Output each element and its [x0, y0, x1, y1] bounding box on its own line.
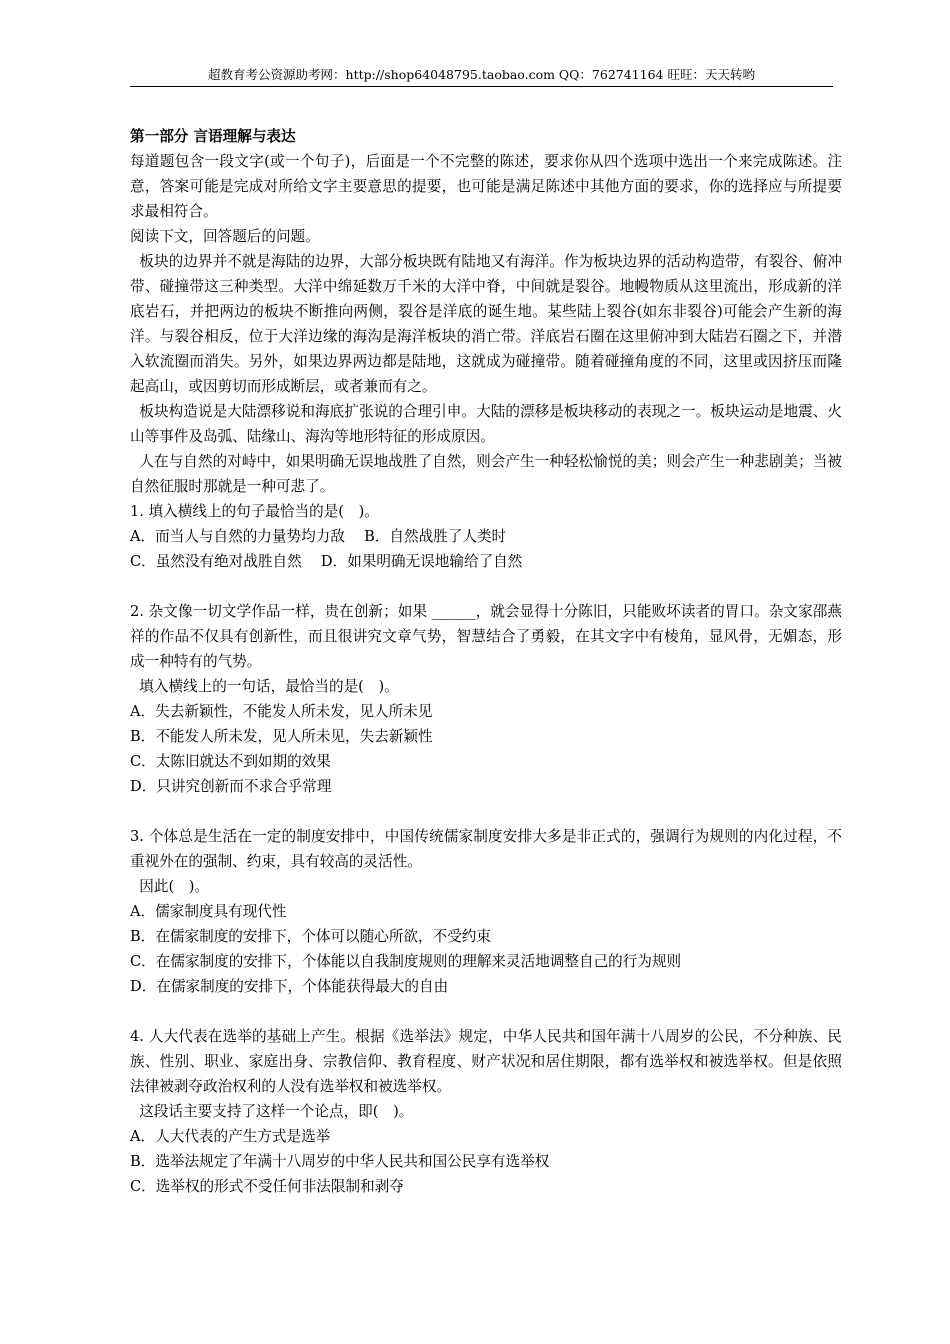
spacer	[130, 574, 842, 599]
passage-1: 板块的边界并不就是海陆的边界，大部分板块既有陆地又有海洋。作为板块边界的活动构造带，有裂谷、俯冲带、碰撞带这三种类型。大洋中绵延数万千米的大洋中脊，中间就是裂谷。地幔物质从这里流出，形成新的洋底岩石，并把两边的板块不断推向两侧，裂谷是洋底的诞生地。某些陆上裂谷(如东非裂谷)可能会产生新的海洋。与裂谷相反，位于大洋边缘的海沟是海洋板块的消亡带。洋底岩石圈在这里俯冲到大陆岩石圈之下，并潜入软流圈而消失。另外，如果边界两边都是陆地，这就成为碰撞带。随着碰撞角度的不同，这里或因挤压而隆起高山，或因剪切而形成断层，或者兼而有之。	[130, 253, 842, 395]
question-2-option: A．失去新颖性，不能发人所未发，见人所未见	[130, 703, 433, 720]
question-4-stem: 4. 人大代表在选举的基础上产生。根据《选举法》规定，中华人民共和国年满十八周岁的公民，不分种族、民族、性别、职业、家庭出身、宗教信仰、教育程度、财产状况和居住期限，都有选举权和被选举权。但是依照法律被剥夺政治权利的人没有选举权和被选举权。	[130, 1028, 842, 1095]
passage-2: 板块构造说是大陆漂移说和海底扩张说的合理引申。大陆的漂移是板块移动的表现之一。板块运动是地震、火山等事件及岛弧、陆缘山、海沟等地形特征的形成原因。	[130, 403, 842, 445]
question-3-option: A．儒家制度具有现代性	[130, 903, 287, 920]
question-1-option-row: A．而当人与自然的力量势均力敌 B．自然战胜了人类时	[130, 528, 507, 545]
question-3-option: D．在儒家制度的安排下，个体能获得最大的自由	[130, 978, 449, 995]
question-2-stem: 2. 杂文像一切文学作品一样，贵在创新；如果 ______，就会显得十分陈旧，只能败坏读者的胃口。杂文家邵燕祥的作品不仅具有创新性，而且很讲究文章气势，智慧结合了勇毅，在其文字中有棱角，显风骨，无媚态，形成一种特有的气势。	[130, 603, 842, 670]
header-rule	[130, 86, 833, 87]
question-3-prompt: 因此( )。	[130, 878, 210, 895]
section-intro: 每道题包含一段文字(或一个句子)，后面是一个不完整的陈述，要求你从四个选项中选出一个来完成陈述。注意，答案可能是完成对所给文字主要意思的提要，也可能是满足陈述中其他方面的要求，你的选择应与所提要求最相符合。	[130, 153, 842, 220]
question-4-prompt: 这段话主要支持了这样一个论点，即( )。	[130, 1103, 414, 1120]
spacer	[130, 799, 842, 824]
question-2-option: C．太陈旧就达不到如期的效果	[130, 753, 331, 770]
page-header: 超教育考公资源助考网：http://shop64048795.taobao.com QQ：762741164 旺旺：天天转哟	[208, 67, 755, 82]
question-2-option: B．不能发人所未发，见人所未见，失去新颖性	[130, 728, 433, 745]
question-4-option: C．选举权的形式不受任何非法限制和剥夺	[130, 1178, 404, 1195]
document-body	[130, 124, 842, 1199]
question-4-option: A．人大代表的产生方式是选举	[130, 1128, 331, 1145]
spacer	[130, 999, 842, 1024]
question-4-option: B．选举法规定了年满十八周岁的中华人民共和国公民享有选举权	[130, 1153, 550, 1170]
question-3-option: C．在儒家制度的安排下，个体能以自我制度规则的理解来灵活地调整自己的行为规则	[130, 953, 682, 970]
question-1-stem: 1. 填入横线上的句子最恰当的是( )。	[130, 503, 379, 520]
section-title: 第一部分 言语理解与表达	[130, 128, 296, 145]
question-3-option: B．在儒家制度的安排下，个体可以随心所欲，不受约束	[130, 928, 491, 945]
question-1-option-row: C．虽然没有绝对战胜自然 D．如果明确无误地输给了自然	[130, 553, 523, 570]
passage-3: 人在与自然的对峙中，如果明确无误地战胜了自然，则会产生一种轻松愉悦的美；则会产生一种悲剧美；当被自然征服时那就是一种可悲了。	[130, 453, 842, 495]
reading-instruction: 阅读下文，回答题后的问题。	[130, 228, 320, 245]
question-2-prompt: 填入横线上的一句话，最恰当的是( )。	[130, 678, 399, 695]
question-3-stem: 3. 个体总是生活在一定的制度安排中，中国传统儒家制度安排大多是非正式的，强调行为规则的内化过程，不重视外在的强制、约束，具有较高的灵活性。	[130, 828, 842, 870]
question-2-option: D．只讲究创新而不求合乎常理	[130, 778, 332, 795]
